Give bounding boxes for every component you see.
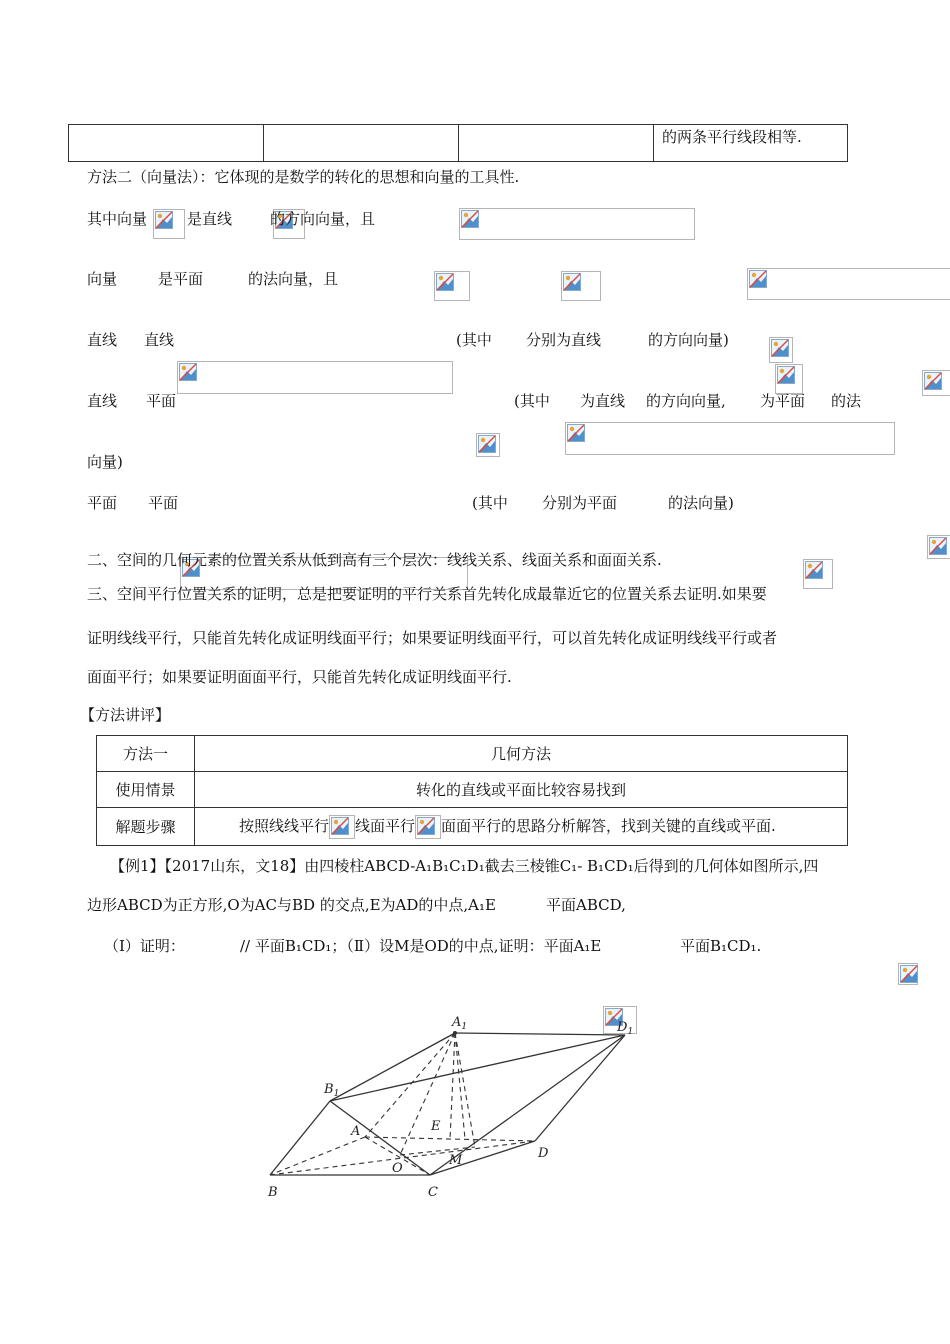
top-table-cell	[69, 125, 264, 162]
text: (其中	[456, 331, 492, 349]
text: 是直线	[187, 210, 233, 228]
label-m: M	[449, 1153, 463, 1168]
text: 的法	[831, 392, 862, 410]
edge-a1-b1	[330, 1033, 455, 1101]
method-review-title: 【方法讲评】	[80, 706, 171, 724]
text: 其中向量	[87, 210, 148, 228]
edge-a1-m	[455, 1033, 475, 1147]
text: 为直线	[580, 392, 626, 410]
label-a1: $A_1$	[452, 1015, 468, 1032]
top-table-cell	[264, 125, 459, 162]
edge-a1-a	[365, 1033, 455, 1137]
formula-image-icon	[561, 271, 601, 301]
paragraph-levels: 二、空间的几何元素的位置关系从低到高有三个层次：线线关系、线面关系和面面关系.	[87, 551, 662, 569]
text: 的方向向量，且	[270, 210, 376, 228]
example-line1: 【例1】【2017山东，文18】由四棱柱ABCD-A₁B₁C₁D₁截去三棱锥C₁- B₁CD₁后得到的几何体如图所示,四	[110, 857, 819, 875]
text: 直线	[144, 331, 175, 349]
row-content	[195, 808, 848, 846]
text: 面面平行的思路分析解答，找到关键的直线或平面.	[441, 816, 776, 835]
edge-a-d	[365, 1137, 535, 1141]
label-d1: $D_1$	[617, 1020, 634, 1037]
text: 的法向量)	[668, 494, 734, 512]
paragraph-proof-line2: 证明线线平行，只能首先转化成证明线面平行；如果要证明线面平行，可以首先转化成证明线线平行或者	[87, 629, 778, 647]
formula-image-icon	[329, 815, 355, 839]
text: 的法向量，且	[248, 270, 339, 288]
paragraph-proof-line3: 面面平行；如果要证明面面平行，只能首先转化成证明线面平行.	[87, 668, 512, 686]
row-label: 方法一	[97, 736, 195, 772]
edge-d-d1	[535, 1035, 625, 1141]
text: 向量	[87, 270, 118, 288]
label-o: O	[392, 1161, 403, 1176]
formula-image-icon	[434, 271, 470, 301]
example-line3b: // 平面B₁CD₁；（Ⅱ）设M是OD的中点,证明：平面A₁E	[240, 937, 602, 955]
paragraph-proof-line1: 三、空间平行位置关系的证明，总是把要证明的平行关系首先转化成最靠近它的位置关系去证明.如果要	[87, 585, 767, 603]
text: 按照线线平行	[239, 816, 330, 835]
top-table	[68, 124, 848, 162]
formula-image-icon	[922, 370, 950, 396]
formula-image-icon	[153, 209, 185, 239]
formula-image-icon	[803, 559, 833, 589]
label-c: C	[428, 1185, 438, 1200]
edge-b1-d1	[330, 1035, 625, 1101]
row-label: 使用情景	[97, 772, 195, 808]
top-table-cell	[459, 125, 654, 162]
formula-image-icon	[415, 815, 441, 839]
label-e: E	[431, 1119, 441, 1134]
text: 分别为平面	[542, 494, 618, 512]
formula-image-icon	[565, 422, 895, 455]
text: 为平面	[760, 392, 806, 410]
edge-b1-b	[270, 1101, 330, 1175]
text: 线面平行	[355, 816, 416, 835]
text: 分别为直线	[526, 331, 602, 349]
formula-image-icon	[775, 364, 803, 394]
label-b1: $B_1$	[324, 1082, 340, 1099]
label-b: B	[268, 1185, 278, 1200]
text: 直线	[87, 331, 118, 349]
formula-image-icon	[177, 361, 453, 394]
edge-a1-o	[400, 1033, 455, 1155]
geometry-figure	[250, 1015, 670, 1215]
text: 平面	[146, 392, 177, 410]
text: 向量)	[87, 453, 123, 471]
formula-image-icon	[476, 433, 500, 457]
text: (其中	[514, 392, 550, 410]
formula-image-icon	[769, 337, 793, 363]
row-content: 转化的直线或平面比较容易找到	[195, 772, 848, 808]
row-content: 几何方法	[195, 736, 848, 772]
edge-a1-e	[450, 1033, 455, 1139]
text: 是平面	[158, 270, 204, 288]
edge-a1-e2	[455, 1033, 465, 1139]
text: 平面	[148, 494, 179, 512]
vertex-a1	[453, 1031, 457, 1035]
example-line2a: 边形ABCD为正方形,O为AC与BD 的交点,E为AD的中点,A₁E	[87, 896, 496, 914]
method-review-table	[96, 735, 848, 846]
formula-image-icon	[747, 268, 950, 300]
formula-image-icon	[459, 208, 695, 240]
text: (其中	[472, 494, 508, 512]
text: 直线	[87, 392, 118, 410]
example-line2b: 平面ABCD,	[546, 896, 626, 914]
example-line3a: （Ⅰ）证明：	[104, 937, 185, 955]
text: 的方向向量)	[648, 331, 729, 349]
edge-a1-d1	[455, 1033, 625, 1035]
example-line3c: 平面B₁CD₁.	[680, 937, 762, 955]
label-a: A	[351, 1124, 361, 1139]
formula-image-icon	[927, 535, 950, 559]
method2-heading: 方法二（向量法）：它体现的是数学的转化的思想和向量的工具性.	[87, 168, 520, 186]
vector-line-1	[87, 208, 147, 229]
text: 的方向向量,	[646, 392, 726, 410]
text: 平面	[87, 494, 118, 512]
formula-image-icon	[898, 963, 918, 985]
edge-b1-c	[330, 1101, 430, 1175]
row-label: 解题步骤	[97, 808, 195, 846]
top-table-cell: 的两条平行线段相等.	[654, 125, 848, 162]
edge-c-d	[430, 1141, 535, 1175]
label-d: D	[538, 1146, 549, 1161]
